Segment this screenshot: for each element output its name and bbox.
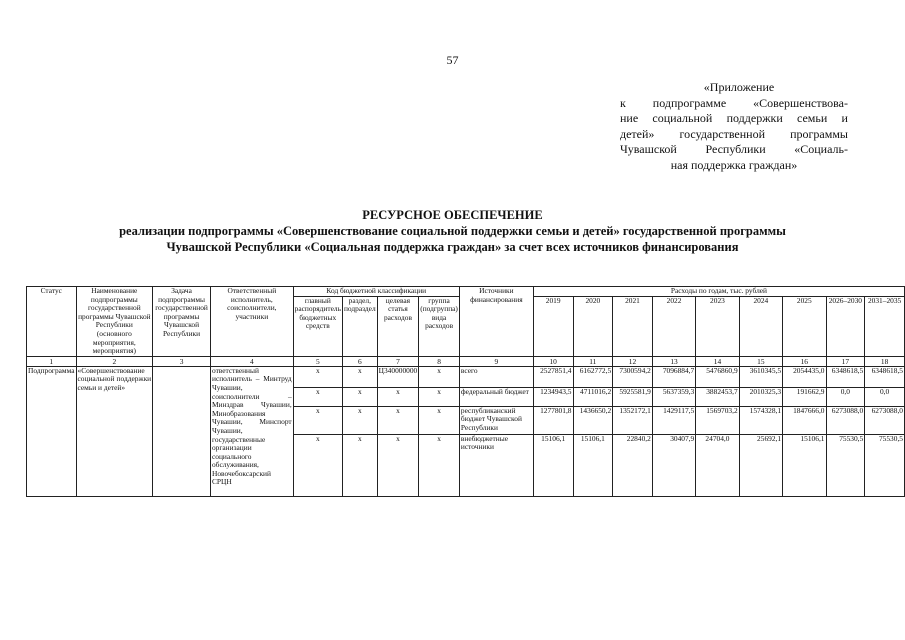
value-cell: 1277801,8 [533, 406, 573, 434]
document-title: РЕСУРСНОЕ ОБЕСПЕЧЕНИЕ [362, 208, 543, 222]
group-cell: x [419, 387, 460, 406]
chief-cell: x [293, 434, 342, 496]
section-cell: x [342, 434, 377, 496]
appendix-line: к подпрограмме «Совершенствова- [620, 95, 848, 110]
value-cell: 5476860,9 [696, 366, 739, 387]
column-number: 18 [865, 356, 905, 366]
group-cell: x [419, 406, 460, 434]
target-cell: x [377, 387, 419, 406]
group-cell: x [419, 434, 460, 496]
header-target: целевая статья расходов [377, 296, 419, 356]
chief-cell: x [293, 387, 342, 406]
appendix-note [620, 80, 848, 173]
header-task: Задача подпрограммы государственной программы Чувашской Республики [153, 287, 211, 357]
executor-cell: ответственный исполнитель – Минтруд Чувашии, соисполнители – Минздрав Чувашии, Минобразования Чувашии, Минспорт Чувашии, государственные организации социального обслуживания, Новочебоксарский СРЦН [210, 366, 293, 496]
value-cell: 25692,1 [739, 434, 782, 496]
column-number: 3 [153, 356, 211, 366]
source-cell: федеральный бюджет [459, 387, 533, 406]
column-number: 13 [652, 356, 695, 366]
section-cell: x [342, 406, 377, 434]
value-cell: 1574328,1 [739, 406, 782, 434]
chief-cell: x [293, 366, 342, 387]
value-cell: 1847666,0 [783, 406, 826, 434]
header-group: группа (подгруппа) вида расходов [419, 296, 460, 356]
value-cell: 6348618,5 [826, 366, 865, 387]
target-cell: x [377, 406, 419, 434]
column-number: 1 [27, 356, 77, 366]
value-cell: 191662,9 [783, 387, 826, 406]
header-name: Наименование подпрограммы государственной программы Чувашской Республики (основного мероприятия, мероприятия) [76, 287, 153, 357]
column-number: 7 [377, 356, 419, 366]
value-cell: 6162772,5 [573, 366, 613, 387]
table-row [27, 366, 905, 387]
resource-table [26, 286, 905, 497]
value-cell: 24704,0 [696, 434, 739, 496]
column-number: 6 [342, 356, 377, 366]
value-cell: 4711016,2 [573, 387, 613, 406]
value-cell: 1234943,5 [533, 387, 573, 406]
appendix-line: детей» государственной программы [620, 126, 848, 141]
value-cell: 0,0 [865, 387, 905, 406]
header-section: раздел, подраздел [342, 296, 377, 356]
header-year: 2019 [533, 296, 573, 356]
target-cell: Ц340000000 [377, 366, 419, 387]
value-cell: 2054435,0 [783, 366, 826, 387]
value-cell: 22840,2 [613, 434, 653, 496]
section-cell: x [342, 366, 377, 387]
value-cell: 5637359,3 [652, 387, 695, 406]
value-cell: 75530,5 [826, 434, 865, 496]
column-number: 17 [826, 356, 865, 366]
appendix-line: «Приложение [703, 80, 775, 94]
column-number: 9 [459, 356, 533, 366]
status-cell: Подпрограмма [27, 366, 77, 496]
value-cell: 3882453,7 [696, 387, 739, 406]
column-number: 10 [533, 356, 573, 366]
header-year: 2026–2030 [826, 296, 865, 356]
section-cell: x [342, 387, 377, 406]
source-cell: внебюджетные источники [459, 434, 533, 496]
header-budget-code: Код бюджетной классификации [293, 287, 459, 297]
header-year: 2025 [783, 296, 826, 356]
column-number: 14 [696, 356, 739, 366]
value-cell: 30407,9 [652, 434, 695, 496]
value-cell: 7300594,2 [613, 366, 653, 387]
value-cell: 3610345,5 [739, 366, 782, 387]
value-cell: 2010325,3 [739, 387, 782, 406]
source-cell: республиканский бюджет Чувашской Республики [459, 406, 533, 434]
column-number: 4 [210, 356, 293, 366]
column-number: 11 [573, 356, 613, 366]
appendix-line: ние социальной поддержки семьи и [620, 111, 848, 125]
header-chief: главный распорядитель бюджетных средств [293, 296, 342, 356]
value-cell: 1352172,1 [613, 406, 653, 434]
header-year: 2023 [696, 296, 739, 356]
appendix-line: ная поддержка граждан» [670, 157, 798, 172]
value-cell: 0,0 [826, 387, 865, 406]
column-number: 12 [613, 356, 653, 366]
document-subtitle: реализации подпрограммы «Совершенствование социальной поддержки семьи и детей» государственной программы [119, 224, 786, 238]
target-cell: x [377, 434, 419, 496]
column-number: 2 [76, 356, 153, 366]
header-year: 2024 [739, 296, 782, 356]
value-cell: 15106,1 [783, 434, 826, 496]
document-subtitle: Чувашской Республики «Социальная поддержка граждан» за счет всех источников финансирования [166, 240, 739, 254]
header-status: Статус [27, 287, 77, 357]
value-cell: 1429117,5 [652, 406, 695, 434]
header-year: 2031–2035 [865, 296, 905, 356]
column-number: 5 [293, 356, 342, 366]
column-number: 16 [783, 356, 826, 366]
header-executor: Ответственный исполнитель, соисполнители, участники [210, 287, 293, 357]
value-cell: 1436650,2 [573, 406, 613, 434]
value-cell: 7096884,7 [652, 366, 695, 387]
value-cell: 5925581,9 [613, 387, 653, 406]
group-cell: x [419, 366, 460, 387]
task-cell [153, 366, 211, 496]
value-cell: 6273088,0 [826, 406, 865, 434]
value-cell: 75530,5 [865, 434, 905, 496]
column-number: 15 [739, 356, 782, 366]
header-sources: Источники финансирования [459, 287, 533, 357]
value-cell: 1569703,2 [696, 406, 739, 434]
value-cell: 15106,1 [533, 434, 573, 496]
column-number-row [27, 356, 905, 366]
chief-cell: x [293, 406, 342, 434]
subprogram-name-cell: «Совершенствование социальной поддержки семьи и детей» [76, 366, 153, 496]
header-year: 2022 [652, 296, 695, 356]
column-number: 8 [419, 356, 460, 366]
source-cell: всего [459, 366, 533, 387]
page-number: 57 [446, 53, 459, 67]
value-cell: 6348618,5 [865, 366, 905, 387]
value-cell: 6273088,0 [865, 406, 905, 434]
value-cell: 2527851,4 [533, 366, 573, 387]
value-cell: 15106,1 [573, 434, 613, 496]
header-year: 2021 [613, 296, 653, 356]
header-expenses: Расходы по годам, тыс. рублей [533, 287, 904, 297]
appendix-line: Чувашской Республики «Социаль- [620, 142, 848, 156]
header-year: 2020 [573, 296, 613, 356]
